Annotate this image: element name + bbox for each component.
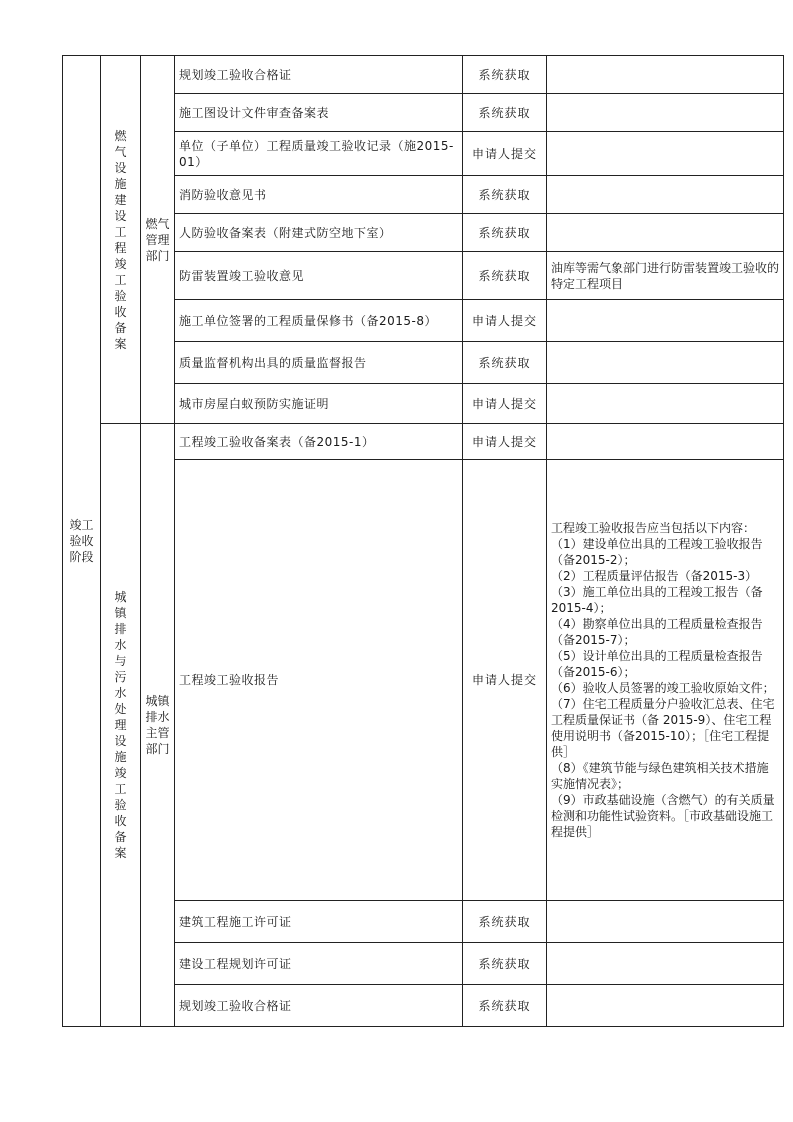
material-cell: 规划竣工验收合格证 bbox=[175, 56, 463, 94]
dept-cell bbox=[141, 56, 175, 424]
material-cell: 防雷装置竣工验收意见 bbox=[175, 252, 463, 300]
note-cell bbox=[547, 943, 784, 985]
item-cell bbox=[101, 424, 141, 1027]
note-cell bbox=[547, 56, 784, 94]
item-cell bbox=[101, 56, 141, 424]
method-cell: 系统获取 bbox=[463, 176, 547, 214]
note-cell bbox=[547, 214, 784, 252]
material-cell: 工程竣工验收报告 bbox=[175, 460, 463, 901]
method-cell: 申请人提交 bbox=[463, 300, 547, 342]
material-cell: 单位（子单位）工程质量竣工验收记录（施2015-01） bbox=[175, 132, 463, 176]
material-cell: 工程竣工验收备案表（备2015-1） bbox=[175, 424, 463, 460]
method-cell: 系统获取 bbox=[463, 985, 547, 1027]
material-cell: 施工单位签署的工程质量保修书（备2015-8） bbox=[175, 300, 463, 342]
material-cell: 建筑工程施工许可证 bbox=[175, 901, 463, 943]
method-cell: 系统获取 bbox=[463, 943, 547, 985]
material-cell: 消防验收意见书 bbox=[175, 176, 463, 214]
note-cell: 油库等需气象部门进行防雷装置竣工验收的特定工程项目 bbox=[547, 252, 784, 300]
material-cell: 施工图设计文件审查备案表 bbox=[175, 94, 463, 132]
note-cell bbox=[547, 424, 784, 460]
method-cell: 申请人提交 bbox=[463, 424, 547, 460]
note-cell: 工程竣工验收报告应当包括以下内容： （1）建设单位出具的工程竣工验收报告（备2015-2）； （2）工程质量评估报告（备2015-3） （3）施工单位出具的工程竣工报告（备2015-4）； （4）勘察单位出具的工程质量检查报告（备2015-7）； （5）设计单位出具的工程质量检查报告（备2015-6）； （6）验收人员签署的竣工验收原始文件； （7）住宅工程质量分户验收汇总表、住宅工程质量保证书（备 2015-9）、住宅工程使用说明书（备2015-10）；［住宅工程提供］ （8）《建筑节能与绿色建筑相关技术措施实施情况表》； （9）市政基础设施（含燃气）的有关质量检测和功能性试验资料。［市政基础设施工程提供］ bbox=[547, 460, 784, 901]
item-label: 燃气设施建设工程竣工验收备案 bbox=[114, 128, 127, 351]
dept-cell bbox=[141, 424, 175, 1027]
note-cell bbox=[547, 176, 784, 214]
dept-label: 燃气管理部门 bbox=[145, 216, 170, 263]
material-cell: 建设工程规划许可证 bbox=[175, 943, 463, 985]
note-cell bbox=[547, 342, 784, 384]
item-label: 城镇排水与污水处理设施竣工验收备案 bbox=[114, 590, 127, 860]
dept-label: 城镇排水主管部门 bbox=[145, 694, 170, 756]
method-cell: 申请人提交 bbox=[463, 460, 547, 901]
stage-label: 竣工验收阶段 bbox=[69, 518, 94, 564]
method-cell: 系统获取 bbox=[463, 94, 547, 132]
method-cell: 系统获取 bbox=[463, 901, 547, 943]
method-cell: 申请人提交 bbox=[463, 384, 547, 424]
method-cell: 申请人提交 bbox=[463, 132, 547, 176]
material-cell: 人防验收备案表（附建式防空地下室） bbox=[175, 214, 463, 252]
method-cell: 系统获取 bbox=[463, 56, 547, 94]
note-cell bbox=[547, 901, 784, 943]
material-cell: 城市房屋白蚁预防实施证明 bbox=[175, 384, 463, 424]
method-cell: 系统获取 bbox=[463, 252, 547, 300]
stage-cell bbox=[63, 56, 101, 1027]
note-cell bbox=[547, 384, 784, 424]
material-cell: 规划竣工验收合格证 bbox=[175, 985, 463, 1027]
note-cell bbox=[547, 94, 784, 132]
completion-acceptance-table bbox=[62, 55, 784, 1027]
note-cell bbox=[547, 132, 784, 176]
note-cell bbox=[547, 985, 784, 1027]
table-row bbox=[63, 56, 784, 94]
material-cell: 质量监督机构出具的质量监督报告 bbox=[175, 342, 463, 384]
table-row bbox=[63, 424, 784, 460]
method-cell: 系统获取 bbox=[463, 342, 547, 384]
note-cell bbox=[547, 300, 784, 342]
method-cell: 系统获取 bbox=[463, 214, 547, 252]
